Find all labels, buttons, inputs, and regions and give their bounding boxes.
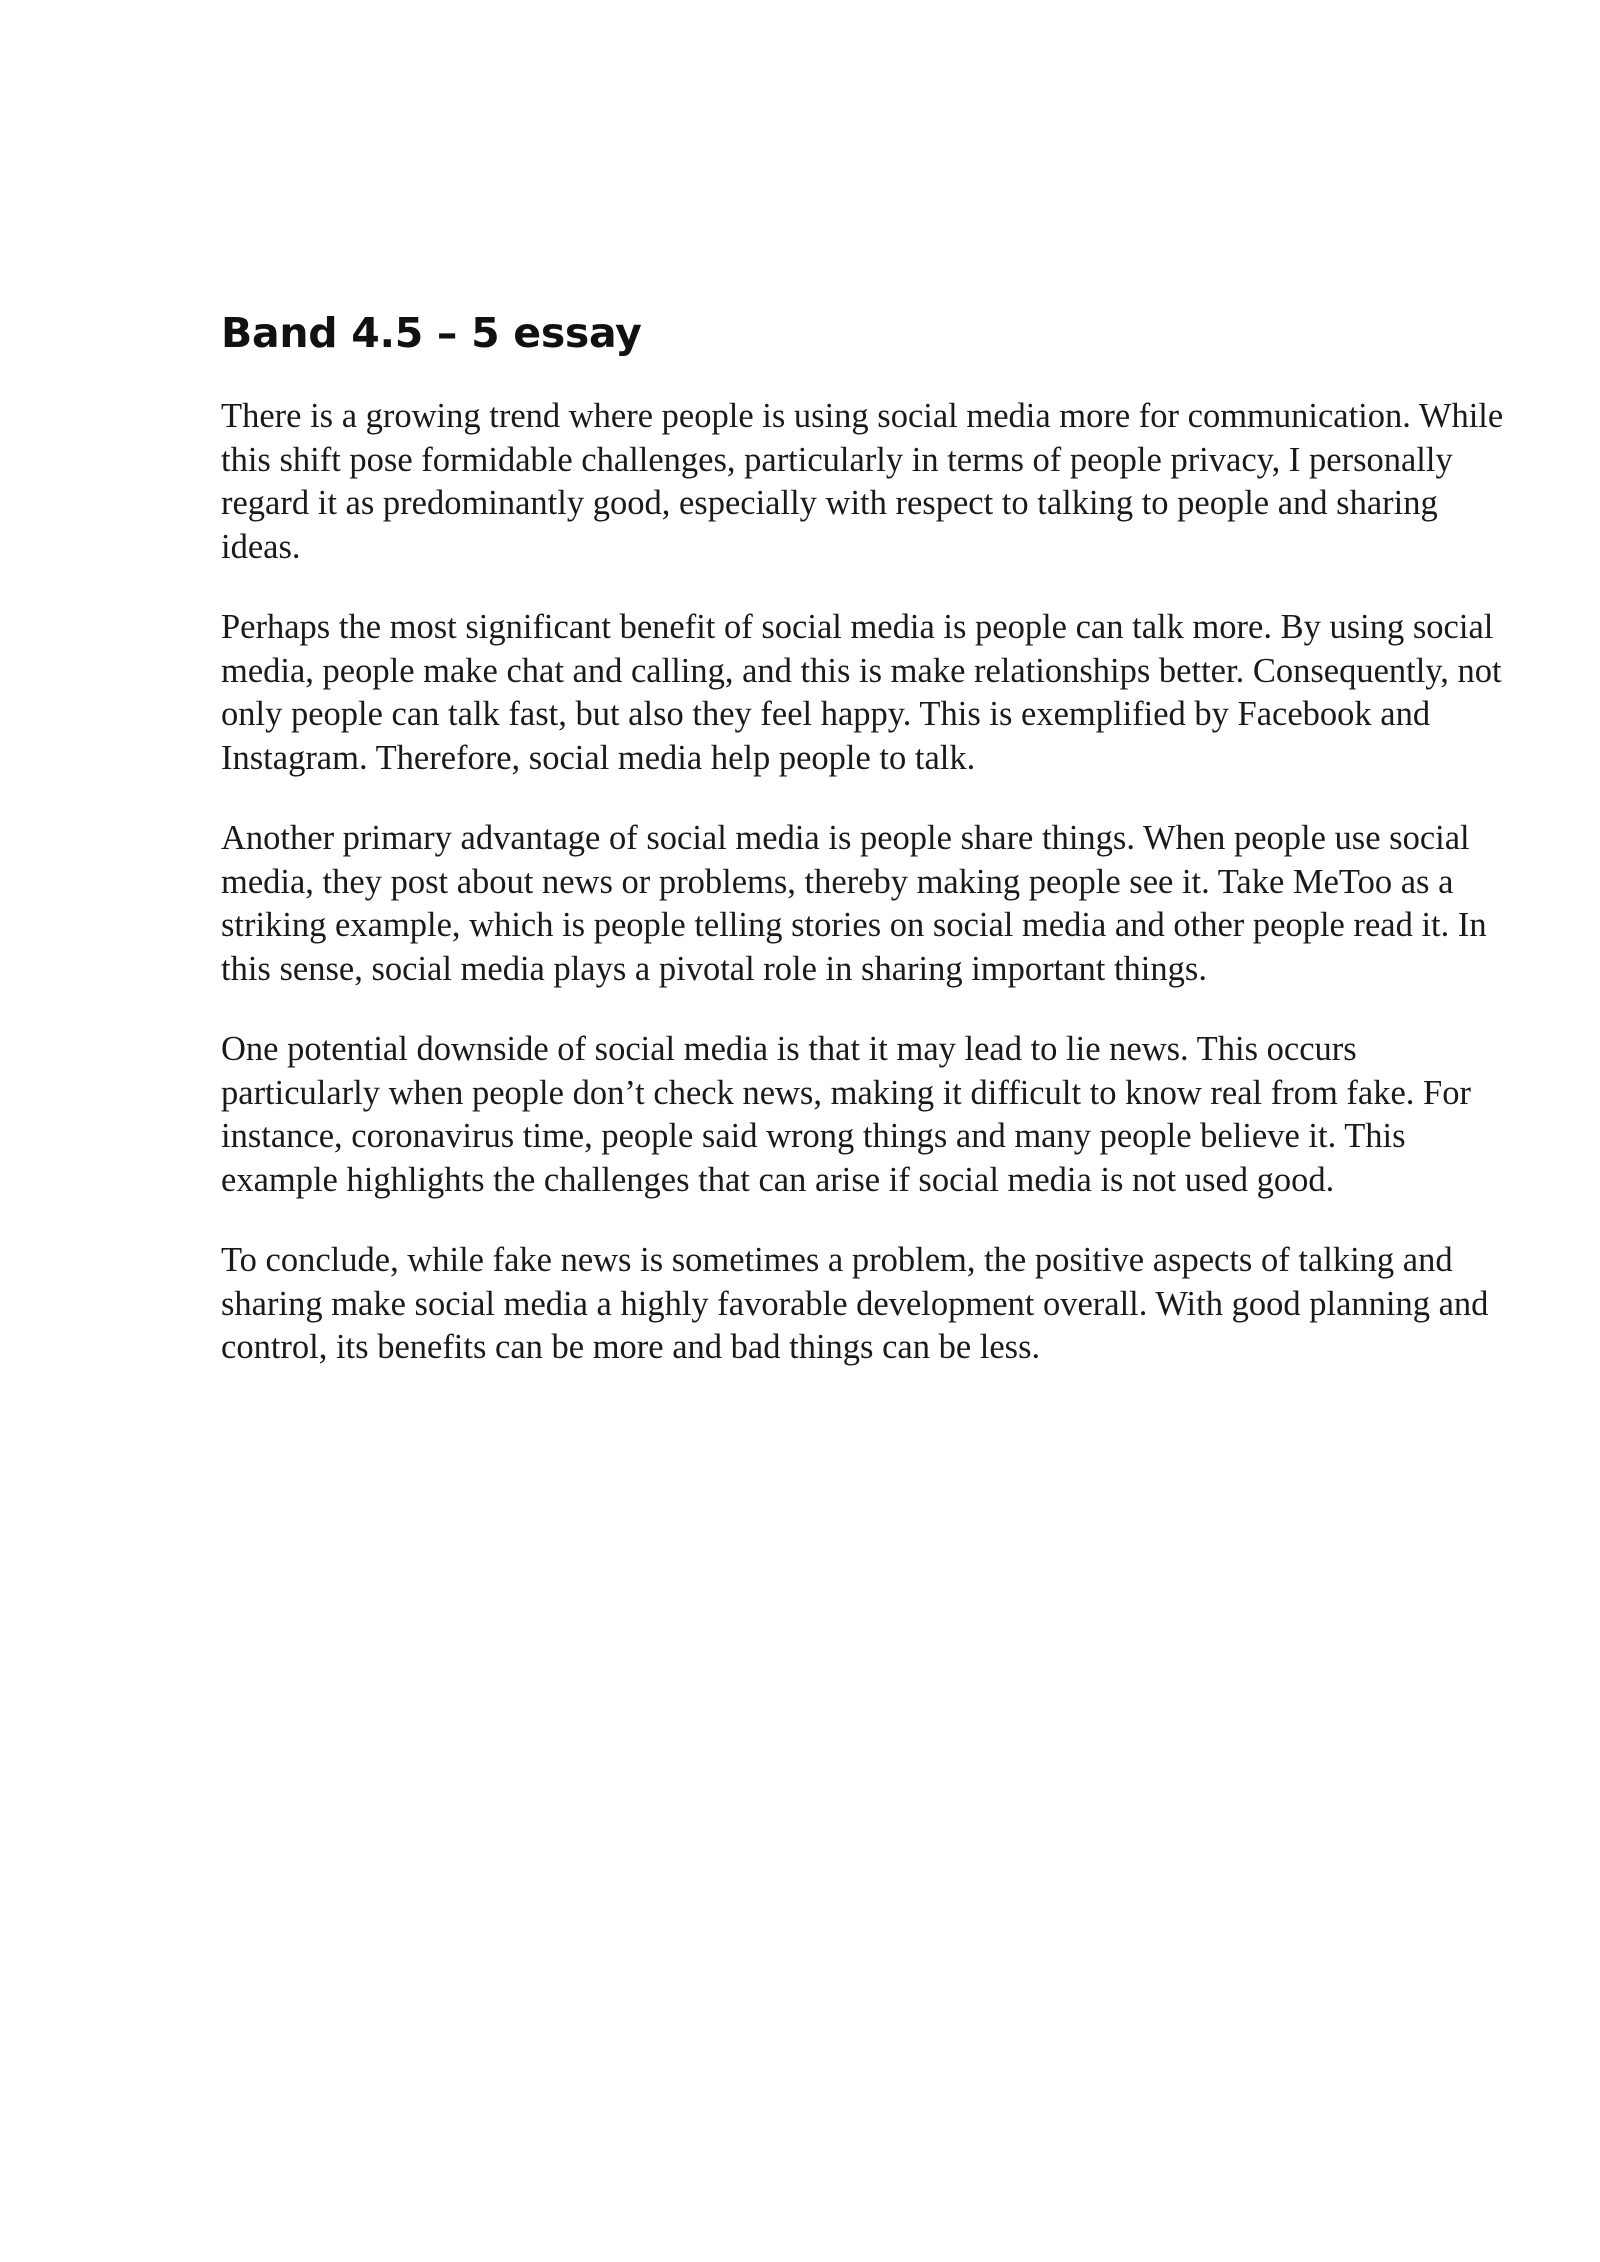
essay-paragraph-introduction: There is a growing trend where people is using social media more for communication. While this shift pose formidable challenges, particularly in terms of people privacy, I personally regard it as predominantly good, especially with respect to talking to people and sharing ideas. [221, 397, 1504, 566]
essay-paragraph-body-3: One potential downside of social media is that it may lead to lie news. This occurs particularly when people don’t check news, making it difficult to know real from fake. For instance, coronavirus time, people said wrong things and many people believe it. This example highlights the challenges that can arise if social media is not used good. [221, 1030, 1471, 1199]
essay-paragraph-body-1: Perhaps the most significant benefit of social media is people can talk more. By using social media, people make chat and calling, and this is make relationships better. Consequently, not only people can talk fast, but also they feel happy. This is exemplified by Facebook and Instagram. Therefore, social media help people to talk. [221, 608, 1502, 777]
essay-content [221, 310, 1511, 1407]
essay-paragraph-conclusion: To conclude, while fake news is sometimes a problem, the positive aspects of talking and sharing make social media a highly favorable development overall. With good planning and control, its benefits can be more and bad things can be less. [221, 1241, 1489, 1367]
essay-paragraph-body-2: Another primary advantage of social media is people share things. When people use social media, they post about news or problems, thereby making people see it. Take MeToo as a striking example, which is people telling stories on social media and other people read it. In this sense, social media plays a pivotal role in sharing important things. [221, 819, 1487, 988]
essay-body [221, 395, 1511, 1370]
essay-title: Band 4.5 – 5 essay [221, 309, 642, 357]
